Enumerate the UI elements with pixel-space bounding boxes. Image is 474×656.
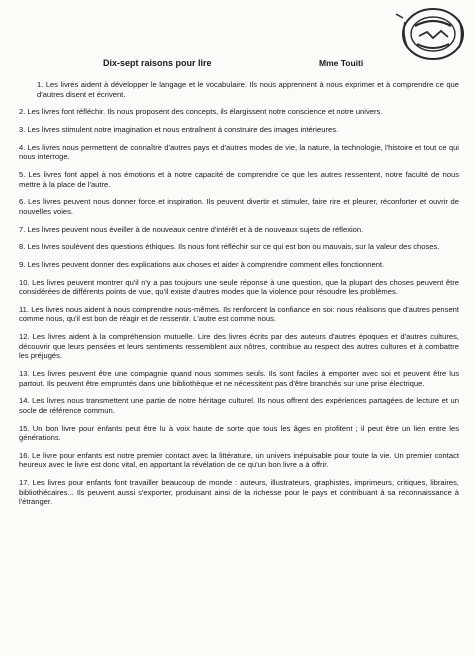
reason-item-15: 15. Un bon livre pour enfants peut être lu à voix haute de sorte que tous les âges en profitent ; il peut être un lien entre les générations. [19, 423, 459, 443]
reasons-list [19, 80, 459, 515]
reason-item-10: 10. Les livres peuvent montrer qu'il n'y a pas toujours une seule réponse à une question, que la plupart des choses peuvent être considérées de différents points de vue, qu'il existe d'autres modes que la violence pour résoudre les problèmes. [19, 277, 459, 297]
reason-item-7: 7. Les livres peuvent nous éveiller à de nouveaux centre d'intérêt et à de nouveaux sujets de réflexion. [19, 224, 364, 234]
reason-item-1: 1. Les livres aident à développer le langage et le vocabulaire. Ils nous apprennent à nous exprimer et à comprendre ce que d'autres disent et écrivent. [37, 80, 459, 99]
document-title: Dix-sept raisons pour lire [103, 58, 212, 68]
reason-item-5: 5. Les livres font appel à nos émotions et à notre capacité de comprendre ce que les autres ressentent, notre faculté de nous mettre à la place de l'autre. [19, 169, 459, 189]
reason-item-12: 12. Les livres aident à la compréhension mutuelle. Lire des livres écrits par des auteurs d'autres époques et d'autres cultures, découvrir que leurs pensées et leurs sentiments ressemblent aux nôtres, contribue au respect des autres cultures et à combattre les préjugés. [19, 332, 459, 361]
school-seal-stamp [393, 4, 467, 64]
document-header [0, 58, 474, 72]
reason-item-8: 8. Les livres soulèvent des questions éthiques. Ils nous font réfléchir sur ce qui est bon ou mauvais, sur la valeur des choses. [19, 242, 440, 252]
reason-item-4: 4. Les livres nous permettent de connaître d'autres pays et d'autres modes de vie, la nature, la technologie, l'histoire et tout ce qui nous interroge. [19, 142, 459, 162]
reason-item-13: 13. Les livres peuvent être une compagnie quand nous sommes seuls. Ils sont faciles à emporter avec soi et peuvent être lus partout. Ils peuvent être empruntés dans une bibliothèque et ne nécessitent pas d'être branchés sur une prise électrique. [19, 369, 459, 388]
reason-item-16: 16. Le livre pour enfants est notre premier contact avec la littérature, un univers inépuisable pour toute la vie. Un premier contact heureux avec le livre est donc vital, en apportant la révélation de ce qu'un bon livre a à offrir. [19, 450, 459, 470]
reason-item-2: 2. Les livres font réfléchir. Ils nous proposent des concepts, ils élargissent notre conscience et notre univers. [19, 107, 383, 117]
reason-item-17: 17. Les livres pour enfants font travailler beaucoup de monde : auteurs, illustrateurs, graphistes, imprimeurs, critiques, libraires, bibliothécaires... Ils peuvent aussi s'exporter, produisant ainsi de la richesse pour le pays et contribuant à sa reconnaissance à l'étranger. [19, 478, 459, 507]
reason-item-3: 3. Les livres stimulent notre imagination et nous entraînent à construire des images intérieures. [19, 124, 339, 134]
reason-item-9: 9. Les livres peuvent donner des explications aux choses et aider à comprendre comment elles fonctionnent. [19, 259, 385, 269]
reason-item-14: 14. Les livres nous transmettent une partie de notre héritage culturel. Ils nous offrent des expériences partagées de lecture et un socle de référence commun. [19, 396, 459, 415]
reason-item-11: 11. Les livres nous aident à nous comprendre nous-mêmes. Ils renforcent la confiance en soi: nous réalisons que d'autres pensent comme nous, qu'il est bon de réagir et de ressentir. L'autre est comme nous. [19, 304, 459, 324]
author-name: Mme Touiti [319, 58, 364, 68]
reason-item-6: 6. Les livres peuvent nous donner force et inspiration. Ils peuvent divertir et stimuler, faire rire et pleurer, réconforter et ouvrir de nouvelles voies. [19, 197, 459, 216]
